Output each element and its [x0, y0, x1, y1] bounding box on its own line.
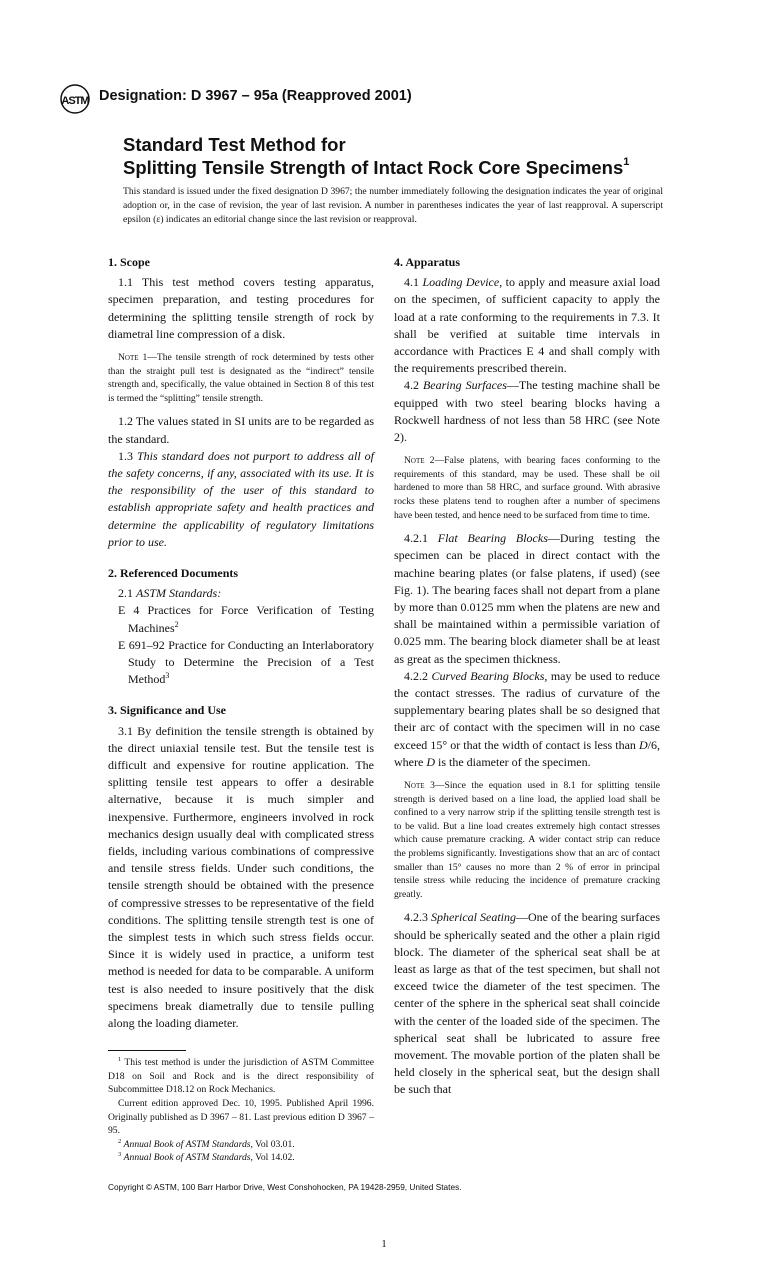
copyright: Copyright © ASTM, 100 Barr Harbor Drive, West Conshohocken, PA 19428-2959, United States. [108, 1182, 462, 1193]
paragraph [108, 274, 374, 343]
footnote [108, 1056, 374, 1097]
text-run: ASTM Standards: [136, 586, 222, 601]
note [394, 454, 660, 522]
paragraph [394, 909, 660, 1098]
text-run: —One of the bearing surfaces should be spherically seated and the other a plain rigid block. The diameter of the spherical seat shall be at least as large as that of the test specimen, but shall not exceed twice the diameter of the test specimen. The center of the sphere in the spherical seat shall coincide with the center of the loaded side of the specimen. The spherical seat shall be lubricated to assure free movement. The movable portion of the platen shall be held closely in the spherical seat, but the design shall be such that [394, 910, 660, 1097]
paragraph [394, 530, 660, 668]
text-run: Bearing Surfaces [422, 378, 507, 393]
text-run: 1.3 [118, 448, 137, 463]
body [108, 254, 660, 1271]
text-run: , may be used to reduce the contact stresses. The radius of curvature of the supplementary bearing plates shall be so designed that their arc of contact with the specimen will in no case exceed 15° or that the width of contact is less than [394, 668, 660, 752]
text-run: Note [404, 780, 425, 792]
footnote-ref: 2 [174, 619, 179, 629]
footnotes [108, 1056, 374, 1165]
text-run: , Vol 03.01. [250, 1138, 295, 1150]
section-heading [108, 702, 374, 719]
astm-logo [60, 84, 90, 114]
text-run: Current edition approved Dec. 10, 1995. Published April 1996. Originally published as D 3967 – 81. Last previous edition D 3967 – 95. [108, 1098, 374, 1137]
paragraph [108, 448, 374, 551]
title-line-2 [123, 156, 629, 179]
text-run: 4.2.1 [404, 531, 438, 546]
paragraph [394, 274, 660, 377]
text-run: 3. Significance and Use [108, 703, 227, 718]
section-heading [108, 565, 374, 582]
text-run: Curved Bearing Blocks [431, 668, 545, 683]
title-text: Splitting Tensile Strength of Intact Rock Core Specimens [123, 157, 624, 178]
footnote-block [108, 1032, 374, 1165]
reference-item [118, 602, 374, 636]
text-run: —During testing the specimen can be placed in direct contact with the machine bearing plates (or false platens, if used) (see Fig. 1). The bearing faces shall not depart from a plane by more than 0.0125 mm when the platens are new and shall be maintained within a permissible variation of 0.025 mm. The bearing block diameter shall be at least as great as the specimen thickness. [394, 531, 661, 666]
footnote-ref: 2 [118, 1137, 122, 1145]
note [394, 779, 660, 901]
section-heading [394, 254, 660, 271]
text-run: 1.1 This test method covers testing apparatus, specimen preparation, and testing procedures for determining the splitting tensile strength of rock by diametral line compression of a disk. [108, 275, 374, 341]
title-footnote-mark: 1 [623, 156, 630, 168]
text-run: E 4 Practices for Force Verification of Testing Machines [118, 603, 374, 635]
text-run: , to apply and measure axial load on the specimen, of sufficient capacity to apply the load at a rate conforming to the requirements in 7.3. It shall be verified at suitable time intervals in accordance with Practices E 4 and shall comply with the requirements prescribed therein. [394, 275, 661, 376]
right-column [394, 254, 660, 1165]
text-run: —The testing machine shall be equipped with two steel bearing blocks having a Rockwell hardness of not less than 58 HRC (see Note 2). [394, 378, 660, 445]
text-run: 1. Scope [108, 255, 150, 269]
document-title [123, 133, 629, 179]
left-column-content [108, 254, 374, 1032]
text-run: 4.2 [404, 378, 423, 393]
text-run: /6, where [394, 737, 660, 769]
text-run: is the diameter of the specimen. [435, 754, 591, 769]
paragraph [108, 413, 374, 447]
svg-text:ASTM: ASTM [61, 95, 89, 107]
footnote [108, 1138, 374, 1152]
section-heading [108, 254, 374, 271]
preamble: This standard is issued under the fixed designation D 3967; the number immediately following the designation indicates the year of original adoption or, in the case of revision, the year of last revision. A number in parentheses indicates the year of last reapproval. A superscript epsilon (ε) indicates an editorial change since the last revision or reapproval. [123, 186, 663, 225]
text-run: Note [118, 352, 139, 364]
text-run: Annual Book of ASTM Standards [123, 1152, 251, 1164]
paragraph [394, 377, 660, 446]
text-run: 3.1 By definition the tensile strength is obtained by the direct uniaxial tensile test. But the tensile test is difficult and expensive for routine application. The splitting tensile test appears to offer a desirable alternative, because it is much simpler and inexpensive. Furthermore, engineers involved in rock mechanics design usually deal with complicated stress fields, including various combinations of compressive and tensile stress fields. Under such conditions, the tensile strength should be obtained with the presence of compressive stresses to be representative of the field conditions. The splitting tensile strength test is one of the simplest tests in which such stress fields occur. Since it is widely used in practice, a uniform test method is needed for data to be comparable. A uniform test is also needed to insure positively that the disk specimens break diametrally due to tensile pulling along the loading diameter. [108, 723, 374, 1031]
footnote-ref: 1 [118, 1056, 122, 1064]
columns [108, 254, 660, 1165]
text-run: 2.1 [118, 586, 136, 601]
text-run: This standard does not purport to address all of the safety concerns, if any, associated with its use. It is the responsibility of the user of this standard to establish appropriate safety and health practices and determine the applicability of regulatory limitations prior to use. [108, 448, 374, 549]
footnote-divider [108, 1050, 186, 1051]
text-run: D [638, 737, 648, 752]
text-run: 4.1 [404, 275, 423, 290]
text-run: E 691–92 Practice for Conducting an Interlaboratory Study to Determine the Precision of a Test Method [118, 637, 374, 687]
text-run: 4. Apparatus [394, 255, 461, 269]
paragraph [108, 723, 374, 1033]
footnote-ref: 3 [118, 1151, 122, 1159]
note [108, 351, 374, 405]
paragraph [394, 668, 660, 771]
designation: Designation: D 3967 – 95a (Reapproved 2001) [99, 88, 412, 104]
paragraph [108, 585, 374, 602]
text-run: 3—Since the equation used in 8.1 for splitting tensile strength is derived based on a line load, the applied load shall be confined to a very narrow strip if the splitting tensile strength test is to be valid. But a line load creates extremely high contact stresses which cause premature cracking. A wider contact strip can reduce the problems significantly. Investigations show that an arc of contact smaller than 15° causes no more than 2 % of error in principal tensile stress while reducing the incidence of premature cracking greatly. [394, 780, 660, 900]
footnote [108, 1151, 374, 1165]
text-run: 4.2.2 [404, 668, 432, 683]
text-run: 1.2 The values stated in SI units are to be regarded as the standard. [108, 414, 374, 446]
footnote-ref: 3 [165, 671, 170, 681]
footnote [108, 1097, 374, 1138]
text-run: 2—False platens, with bearing faces conforming to the requirements of this standard, may be used. These shall be oil hardened to more than 58 HRC, and surface ground. With abrasive rocks these platens tend to roughen after a number of specimens have been tested, and hence need to be surfaced from time to time. [394, 455, 660, 521]
text-run: Loading Device [422, 275, 500, 290]
text-run: Flat Bearing Blocks [437, 531, 548, 546]
text-run: 2. Referenced Documents [108, 566, 239, 581]
text-run: Annual Book of ASTM Standards [123, 1138, 251, 1150]
text-run: , Vol 14.02. [250, 1152, 295, 1164]
text-run: D [426, 754, 435, 769]
text-run: Spherical Seating [431, 910, 517, 925]
right-column-content [394, 254, 660, 1099]
reference-item [118, 637, 374, 689]
text-run: 1—The tensile strength of rock determined by tests other than the straight pull test is designated as the “indirect” tensile strength and, specifically, the value obtained in Section 8 of this test is termed the “splitting” tensile strength. [108, 352, 374, 404]
text-run: 4.2.3 [404, 910, 432, 925]
title-line-1: Standard Test Method for [123, 134, 346, 155]
page-number: 1 [381, 1238, 387, 1251]
text-run: This test method is under the jurisdiction of ASTM Committee D18 on Soil and Rock and is the direct responsibility of Subcommittee D18.12 on Rock Mechanics. [108, 1057, 374, 1096]
left-column [108, 254, 374, 1165]
text-run: Note [404, 455, 425, 467]
